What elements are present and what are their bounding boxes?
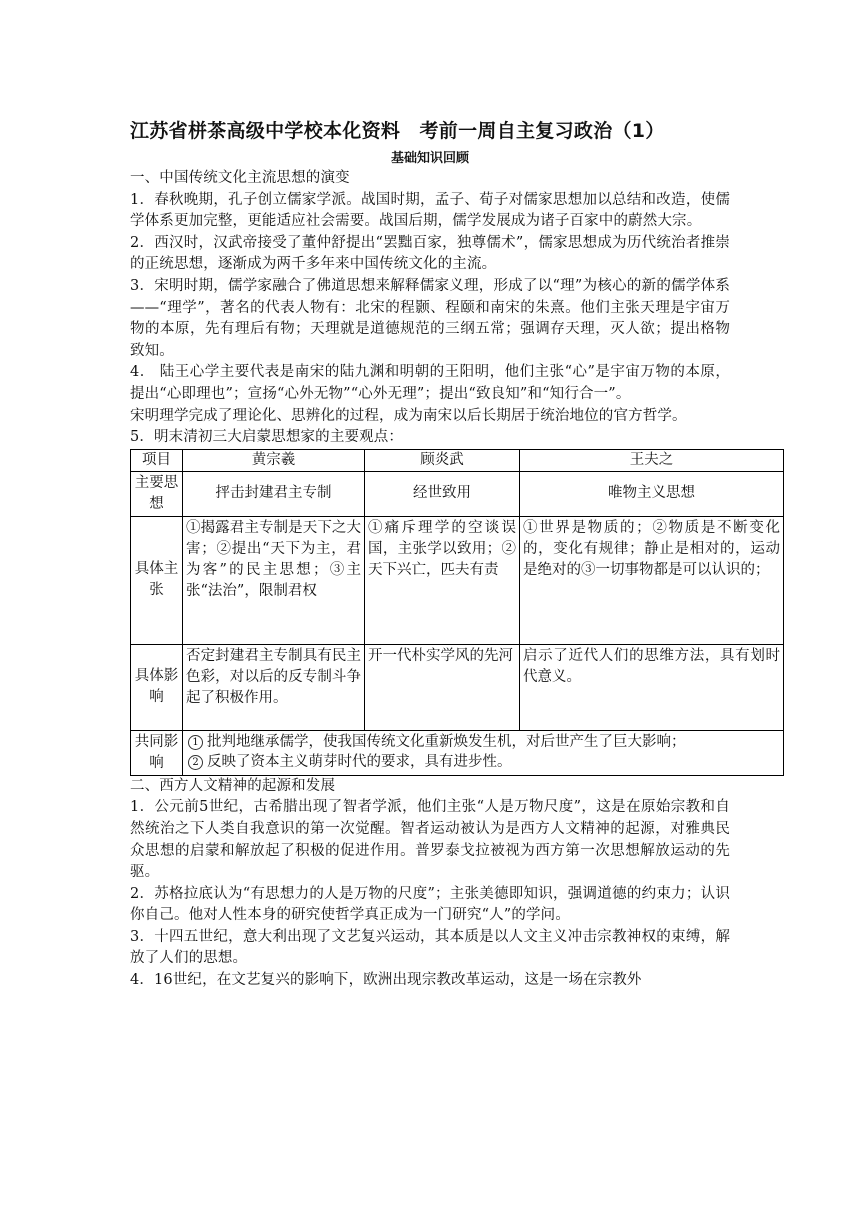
paragraph: 2．苏格拉底认为“有思想力的人是万物的尺度”；主张美德即知识，强调道德的约束力；认识你自己。他对人性本身的研究使哲学真正成为一门研究“人”的学问。 — [130, 885, 730, 924]
circled-number: 2 — [188, 755, 203, 770]
row-label: 具体影响 — [131, 644, 183, 730]
table-row — [131, 644, 784, 730]
common-impact-text: 反映了资本主义萌芽时代的要求，具有进步性。 — [207, 753, 512, 770]
table-row — [131, 471, 784, 516]
common-impact-text: 批判地继承儒学，使我国传统文化重新焕发生机，对后世产生了巨大影响； — [207, 733, 686, 750]
paragraph: 宋明理学完成了理论化、思辨化的过程，成为南宋以后长期居于统治地位的官方哲学。 — [130, 407, 687, 424]
paragraph: 3．宋明时期，儒学家融合了佛道思想来解释儒家义理，形成了以“理”为核心的新的儒学体系——“理学”，著名的代表人物有：北宋的程颢、程颐和南宋的朱熹。他们主张天理是宇宙万物的本原，先有理后有物；天理就是道德规范的三纲五常；强调存天理，灭人欲；提出格物致知。 — [130, 277, 730, 359]
common-impact-item — [186, 752, 780, 772]
paragraph: 1．公元前5世纪，古希腊出现了智者学派，他们主张“人是万物尺度”，这是在原始宗教和自然统治之下人类自我意识的第一次觉醒。智者运动被认为是西方人文精神的起源，对雅典民众思想的启蒙和解放起了积极的促进作用。普罗泰戈拉被视为西方第一次思想解放运动的先驱。 — [130, 799, 730, 881]
table-cell: 开一代朴实学风的先河 — [365, 644, 520, 730]
table-cell: 抨击封建君主专制 — [183, 471, 365, 516]
section-1-heading: 一、中国传统文化主流思想的演变 — [130, 170, 350, 186]
row-label: 共同影响 — [131, 730, 183, 775]
circled-number: 1 — [188, 735, 203, 750]
section-2-heading: 二、西方人文精神的起源和发展 — [130, 777, 336, 794]
paragraph: 5．明末清初三大启蒙思想家的主要观点： — [130, 429, 404, 446]
row-label: 具体主张 — [131, 516, 183, 644]
table-cell: ①痛斥理学的空谈误国，主张学以致用；②天下兴亡，匹夫有责 — [365, 516, 520, 644]
table-header: 项目 — [131, 449, 183, 471]
table-row — [131, 730, 784, 775]
table-cell: ①揭露君主专制是天下之大害；②提出“天下为主，君为客”的民主思想；③主张“法治”，限制君权 — [183, 516, 365, 644]
table-cell: 经世致用 — [365, 471, 520, 516]
table-header-row — [131, 449, 784, 471]
table-cell: 启示了近代人们的思维方法，具有划时代意义。 — [520, 644, 784, 730]
document-title: 江苏省栟茶高级中学校本化资料 考前一周自主复习政治（1） — [130, 120, 665, 142]
table-header: 顾炎武 — [365, 449, 520, 471]
table-row — [131, 516, 784, 644]
table-header: 王夫之 — [520, 449, 784, 471]
table-header: 黄宗羲 — [183, 449, 365, 471]
paragraph: 4．16世纪，在文艺复兴的影响下，欧洲出现宗教改革运动，这是一场在宗教外 — [130, 972, 642, 989]
thinkers-table — [130, 449, 784, 776]
common-impact-item — [186, 732, 780, 752]
row-label: 主要思想 — [131, 471, 183, 516]
table-cell: 否定封建君主专制具有民主色彩，对以后的反专制斗争起了积极作用。 — [183, 644, 365, 730]
paragraph: 1．春秋晚期，孔子创立儒家学派。战国时期，孟子、荀子对儒家思想加以总结和改造，使儒学体系更加完整，更能适应社会需要。战国后期，儒学发展成为诸子百家中的蔚然大宗。 — [130, 191, 730, 230]
paragraph: 2．西汉时，汉武帝接受了董仲舒提出“罢黜百家，独尊儒术”，儒家思想成为历代统治者推崇的正统思想，逐渐成为两千多年来中国传统文化的主流。 — [130, 234, 730, 273]
table-cell — [183, 730, 784, 775]
document-page — [130, 118, 780, 992]
table-cell: 唯物主义思想 — [520, 471, 784, 516]
paragraph: 4． 陆王心学主要代表是南宋的陆九渊和明朝的王阳明，他们主张“心”是宇宙万物的本原，提出“心即理也”；宣扬“心外无物”“心外无理”；提出“致良知”和“知行合一”。 — [130, 364, 730, 402]
document-subtitle: 基础知识回顾 — [390, 151, 469, 166]
paragraph: 3．十四五世纪，意大利出现了文艺复兴运动，其本质是以人文主义冲击宗教神权的束缚，解放了人们的思想。 — [130, 928, 730, 967]
table-cell: ①世界是物质的；②物质是不断变化的，变化有规律；静止是相对的，运动是绝对的③一切事物都是可以认识的； — [520, 516, 784, 644]
